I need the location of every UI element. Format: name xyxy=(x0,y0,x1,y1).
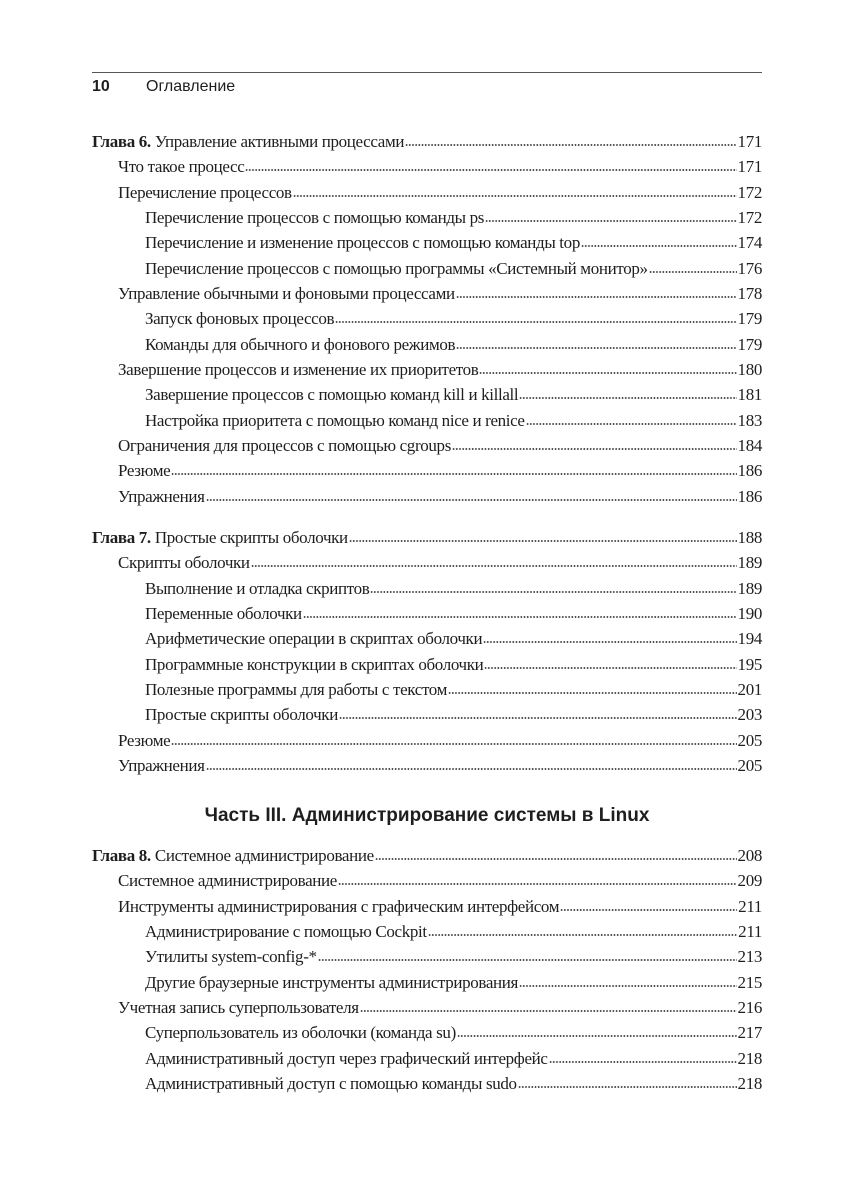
entry-page-number: 213 xyxy=(737,947,762,967)
toc-entry[interactable] xyxy=(92,728,762,753)
entry-title: Выполнение и отладка скриптов xyxy=(145,578,370,598)
toc-entry[interactable] xyxy=(92,626,762,651)
dot-leader xyxy=(349,537,737,543)
entry-title: Переменные оболочки xyxy=(145,604,302,624)
toc-entry[interactable] xyxy=(92,484,762,509)
header-rule xyxy=(92,72,762,73)
entry-title: Суперпользователь из оболочки (команда su) xyxy=(145,1023,456,1043)
entry-title: Резюме xyxy=(118,730,171,750)
entry-page-number: 186 xyxy=(737,486,762,506)
entry-title: Утилиты system-config-* xyxy=(145,947,317,967)
dot-leader xyxy=(581,242,737,248)
entry-page-number: 216 xyxy=(737,998,762,1018)
entry-title: Другие браузерные инструменты администрирования xyxy=(145,972,519,992)
toc-entry[interactable] xyxy=(92,652,762,677)
dot-leader xyxy=(456,293,737,299)
entry-title: Упражнения xyxy=(118,756,205,776)
entry-title: Скрипты оболочки xyxy=(118,553,250,573)
entry-title: Учетная запись суперпользователя xyxy=(118,998,359,1018)
dot-leader xyxy=(338,880,737,886)
entry-page-number: 176 xyxy=(737,258,762,278)
entry-page-number: 218 xyxy=(737,1048,762,1068)
dot-leader xyxy=(370,588,736,594)
toc-chapter-entry[interactable] xyxy=(92,843,762,868)
dot-leader xyxy=(339,714,737,720)
toc-entry[interactable] xyxy=(92,944,762,969)
toc-entry[interactable] xyxy=(92,970,762,995)
entry-page-number: 171 xyxy=(737,157,762,177)
dot-leader xyxy=(303,613,737,619)
toc-chapter-entry[interactable] xyxy=(92,129,762,154)
entry-title: Инструменты администрирования с графическим интерфейсом xyxy=(118,896,560,916)
chapter-label: Глава 6. xyxy=(92,132,151,151)
entry-page-number: 172 xyxy=(737,182,762,202)
dot-leader xyxy=(428,931,737,937)
toc-entry[interactable] xyxy=(92,281,762,306)
dot-leader xyxy=(318,956,737,962)
entry-title: Перечисление процессов xyxy=(118,182,292,202)
entry-title: Арифметические операции в скриптах оболочки xyxy=(145,629,483,649)
entry-title: Настройка приоритета с помощью команд nice и renice xyxy=(145,410,525,430)
toc-entry[interactable] xyxy=(92,154,762,179)
entry-title: Перечисление и изменение процессов с помощью команды top xyxy=(145,233,580,253)
dot-leader xyxy=(293,192,737,198)
toc-chapter-8 xyxy=(92,843,762,1096)
entry-title: Команды для обычного и фонового режимов xyxy=(145,334,456,354)
toc-entry[interactable] xyxy=(92,458,762,483)
dot-leader xyxy=(245,166,736,172)
toc-entry[interactable] xyxy=(92,408,762,433)
entry-page-number: 215 xyxy=(737,972,762,992)
entry-page-number: 188 xyxy=(737,528,762,547)
toc-entry[interactable] xyxy=(92,382,762,407)
entry-page-number: 178 xyxy=(737,284,762,304)
toc-entry[interactable] xyxy=(92,702,762,727)
page-number: 10 xyxy=(92,78,110,95)
toc-entry[interactable] xyxy=(92,1071,762,1096)
dot-leader xyxy=(456,344,736,350)
dot-leader xyxy=(649,268,737,274)
entry-page-number: 189 xyxy=(737,553,762,573)
entry-page-number: 183 xyxy=(737,410,762,430)
entry-title: Управление активными процессами xyxy=(154,132,405,151)
running-header xyxy=(92,78,235,96)
dot-leader xyxy=(485,217,736,223)
entry-title: Административный доступ через графический интерфейс xyxy=(145,1048,548,1068)
toc-entry[interactable] xyxy=(92,357,762,382)
dot-leader xyxy=(526,420,737,426)
toc-chapter-7 xyxy=(92,525,762,778)
entry-page-number: 184 xyxy=(737,436,762,456)
dot-leader xyxy=(457,1032,737,1038)
running-title: Оглавление xyxy=(146,78,236,95)
entry-title: Управление обычными и фоновыми процессами xyxy=(118,284,455,304)
toc-entry[interactable] xyxy=(92,868,762,893)
toc-entry[interactable] xyxy=(92,894,762,919)
part-heading: Часть III. Администрирование системы в Linux xyxy=(204,805,650,826)
entry-page-number: 205 xyxy=(737,756,762,776)
dot-leader xyxy=(206,496,737,502)
entry-page-number: 217 xyxy=(737,1023,762,1043)
dot-leader xyxy=(560,906,737,912)
entry-page-number: 179 xyxy=(737,309,762,329)
entry-page-number: 211 xyxy=(738,896,762,916)
toc-entry[interactable] xyxy=(92,256,762,281)
dot-leader xyxy=(251,562,737,568)
entry-title: Программные конструкции в скриптах оболочки xyxy=(145,654,484,674)
entry-page-number: 179 xyxy=(737,334,762,354)
entry-page-number: 186 xyxy=(737,461,762,481)
dot-leader xyxy=(360,1007,737,1013)
dot-leader xyxy=(519,394,736,400)
entry-page-number: 209 xyxy=(737,871,762,891)
toc-entry[interactable] xyxy=(92,230,762,255)
dot-leader xyxy=(335,318,736,324)
dot-leader xyxy=(405,141,736,147)
dot-leader xyxy=(448,689,737,695)
entry-page-number: 208 xyxy=(737,846,762,865)
entry-title: Ограничения для процессов с помощью cgroups xyxy=(118,436,451,456)
dot-leader xyxy=(206,765,737,771)
entry-title: Административный доступ с помощью команды sudo xyxy=(145,1074,517,1094)
chapter-label: Глава 7. xyxy=(92,528,151,547)
toc-chapter-6 xyxy=(92,129,762,509)
entry-title: Системное администрирование xyxy=(154,846,374,865)
dot-leader xyxy=(171,470,736,476)
entry-page-number: 181 xyxy=(737,385,762,405)
entry-page-number: 218 xyxy=(737,1074,762,1094)
toc-chapter-entry[interactable] xyxy=(92,525,762,550)
entry-page-number: 211 xyxy=(738,922,762,942)
entry-page-number: 194 xyxy=(737,629,762,649)
entry-page-number: 180 xyxy=(737,360,762,380)
entry-page-number: 195 xyxy=(737,654,762,674)
entry-page-number: 171 xyxy=(737,132,762,151)
toc-entry[interactable] xyxy=(92,306,762,331)
dot-leader xyxy=(479,369,736,375)
entry-title: Администрирование с помощью Cockpit xyxy=(145,922,427,942)
toc-entry[interactable] xyxy=(92,1020,762,1045)
dot-leader xyxy=(171,740,736,746)
entry-page-number: 189 xyxy=(737,578,762,598)
toc-entry[interactable] xyxy=(92,1046,762,1071)
dot-leader xyxy=(375,855,737,861)
toc-entry[interactable] xyxy=(92,576,762,601)
toc-entry[interactable] xyxy=(92,550,762,575)
entry-title: Завершение процессов с помощью команд kill и killall xyxy=(145,385,519,405)
entry-title: Запуск фоновых процессов xyxy=(145,309,335,329)
toc-entry[interactable] xyxy=(92,995,762,1020)
entry-page-number: 205 xyxy=(737,730,762,750)
entry-title: Упражнения xyxy=(118,486,205,506)
entry-title: Перечисление процессов с помощью команды ps xyxy=(145,208,485,228)
entry-title: Резюме xyxy=(118,461,171,481)
entry-page-number: 201 xyxy=(737,680,762,700)
toc-entry[interactable] xyxy=(92,919,762,944)
entry-title: Простые скрипты оболочки xyxy=(145,705,338,725)
toc-entry[interactable] xyxy=(92,677,762,702)
entry-page-number: 174 xyxy=(737,233,762,253)
dot-leader xyxy=(519,982,737,988)
entry-title: Простые скрипты оболочки xyxy=(154,528,348,547)
entry-title: Системное администрирование xyxy=(118,871,337,891)
toc-entry[interactable] xyxy=(92,601,762,626)
dot-leader xyxy=(484,664,736,670)
entry-title: Что такое процесс xyxy=(118,157,245,177)
toc-entry[interactable] xyxy=(92,205,762,230)
dot-leader xyxy=(452,445,737,451)
entry-title: Перечисление процессов с помощью программы «Системный монитор» xyxy=(145,258,648,278)
chapter-label: Глава 8. xyxy=(92,846,151,865)
entry-page-number: 172 xyxy=(737,208,762,228)
entry-title: Завершение процессов и изменение их приоритетов xyxy=(118,360,479,380)
toc-entry[interactable] xyxy=(92,753,762,778)
dot-leader xyxy=(549,1058,737,1064)
entry-page-number: 203 xyxy=(737,705,762,725)
dot-leader xyxy=(483,638,736,644)
toc-entry[interactable] xyxy=(92,180,762,205)
entry-page-number: 190 xyxy=(737,604,762,624)
entry-title: Полезные программы для работы с текстом xyxy=(145,680,448,700)
dot-leader xyxy=(518,1083,737,1089)
toc-entry[interactable] xyxy=(92,332,762,357)
toc-entry[interactable] xyxy=(92,433,762,458)
